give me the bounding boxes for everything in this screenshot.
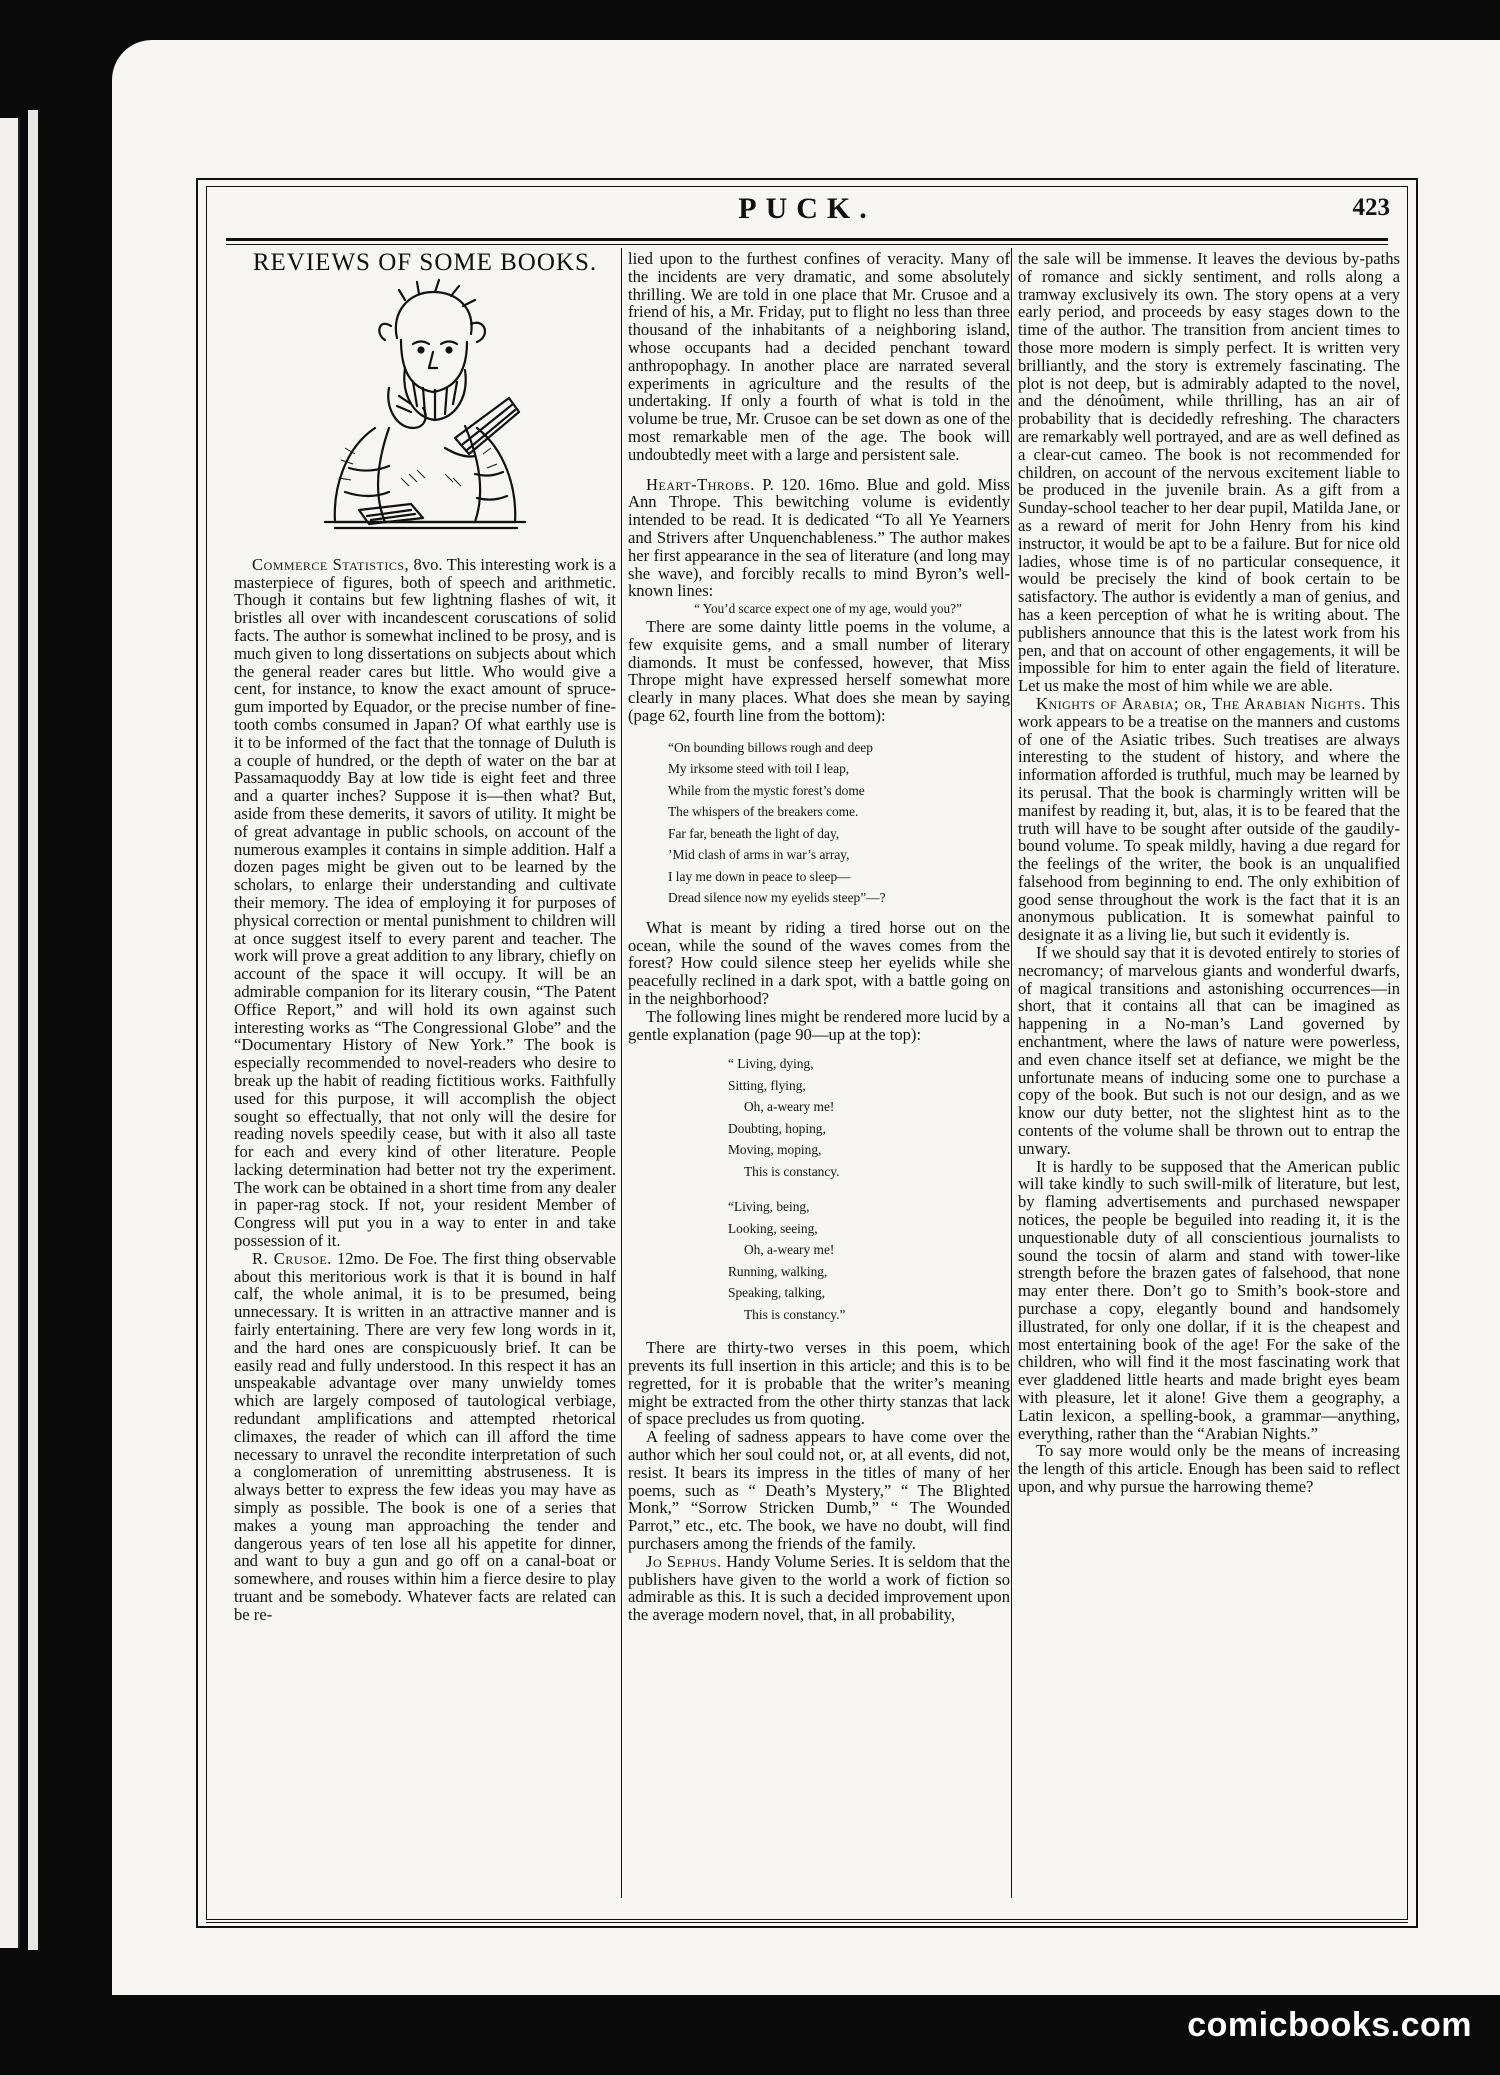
poem-line: “ Living, dying,	[728, 1056, 814, 1072]
paragraph: There are some dainty little poems in the volume, a few exquisite gems, and a small number of literary diamonds. It must be confessed, however, that Miss Thrope might have expressed herself somewhat more clearly in many places. What does she mean by saying (page 62, fourth line from the bottom):	[628, 616, 1010, 725]
column-2	[628, 250, 1010, 1624]
poem-block-2	[728, 1053, 1010, 1325]
poem-stanza	[728, 1196, 1010, 1325]
poem-line: “Living, being,	[728, 1199, 810, 1215]
review-knights-of-arabia	[1018, 695, 1400, 944]
seated-man-reading-illustration	[305, 278, 545, 538]
poem-line: Oh, a-weary me!	[744, 1242, 835, 1258]
poem-line: Dread silence now my eyelids steep”—?	[668, 890, 886, 906]
paragraph: What is meant by riding a tired horse out on the ocean, while the sound of the waves comes from the forest? How could silence steep her eyelids while she peacefully reclined in a dark spot, with a battle going on in the neighborhood?	[628, 917, 1010, 1008]
review-heading: Commerce Statistics,	[252, 554, 410, 574]
byron-quote: “ You’d scarce expect one of my age, would you?”	[694, 601, 962, 617]
paragraph: If we should say that it is devoted entirely to stories of necromancy; of marvelous giants and wonderful dwarfs, of magical transitions and astonishing occurrences—in short, that it contains all that can be imagined as happening in a No-man’s Land governed by enchantment, where the laws of nature were powerless, and even chance itself set at defiance, we might be the unfortunate means of inducing some one to purchase a copy of the book. But such is not our design, and as we know our duty better, not the slightest hint as to the contents of the volume shall be thrown out to entrap the unwary.	[1018, 943, 1400, 1158]
poem-line: Looking, seeing,	[728, 1220, 818, 1236]
watermark: comicbooks.com	[1187, 2006, 1472, 2044]
column-1	[234, 250, 616, 1624]
review-jo-sephus	[628, 1553, 1010, 1624]
review-body: 12mo. De Foe. The first thing observable about this meritorious work is that it is bound in half calf, the whole animal, it is to be presumed, being unnecessary. It is written in an attractive manner and is fairly entertaining. There are very few long words in it, and the hard ones are conspicuously brief. It can be easily read and fully understood. In this respect it has an unspeakable advantage over many unwieldy tomes which are largely composed of tautological verbiage, redundant amplifications and attempted rhetorical climaxes, the reader of which can ill afford the time necessary to unravel the recondite interpretation of such a conglomeration of unremitting abstruseness. It is always better to express the few ideas you may have as simply as possible. The book is one of a series that makes a young man approaching the tender and dangerous years of ten lose all his appetite for dinner, and want to buy a gun and go off on a canal-boat or somewhere, and rouses within him a fierce desire to play truant and be somebody. Whatever facts are related can be re-	[234, 1248, 616, 1624]
review-heading: Knights of Arabia; or, The Arabian Nights.	[1036, 693, 1366, 713]
review-heading: Jo Sephus.	[646, 1551, 722, 1571]
poem-line: “On bounding billows rough and deep	[668, 739, 873, 755]
footer-rule	[206, 1922, 1408, 1923]
column-3	[1018, 250, 1400, 1496]
poem-stanza	[728, 1053, 1010, 1182]
poem-line: The whispers of the breakers come.	[668, 804, 859, 820]
article-title: REVIEWS OF SOME BOOKS.	[252, 249, 598, 276]
column-divider-2	[1011, 248, 1012, 1898]
poem-line: Far far, beneath the light of day,	[668, 825, 840, 841]
poem-line: While from the mystic forest’s dome	[668, 782, 865, 798]
column-divider-1	[621, 248, 622, 1898]
poem-line: Doubting, hoping,	[728, 1120, 826, 1136]
poem-line: Running, walking,	[728, 1263, 828, 1279]
poem-line: Sitting, flying,	[728, 1077, 806, 1093]
review-heart-throbs	[628, 476, 1010, 601]
poem-line: Speaking, talking,	[728, 1285, 826, 1301]
poem-line: This is constancy.	[744, 1163, 840, 1179]
paragraph: It is hardly to be supposed that the American public will take kindly to such swill-milk of literature, but lest, by flaming advertisements and purchased newspaper notices, the people be beguiled into reading it, it is the unquestionable duty of all conscientious journalists to sound the tocsin of alarm and stand with tower-like strength before the brazen gates of falsehood, that none may enter there. Don’t go to Smith’s book-store and purchase a copy, elegantly bound and handsomely illustrated, for only one dollar, if it is the cheapest and most entertaining book of the age! For the sake of the children, who will find it the most fascinating work that ever gladdened little hearts and made bright eyes beam with pleasure, let it alone! Give them a geography, a Latin lexicon, a spelling-book, a grammar—anything, everything, rather than the “Arabian Nights.”	[1018, 1156, 1400, 1443]
poem-line: ’Mid clash of arms in war’s array,	[668, 847, 850, 863]
paragraph: The following lines might be rendered more lucid by a gentle explanation (page 90—up at the top):	[628, 1006, 1010, 1044]
paragraph: A feeling of sadness appears to have come over the author which her soul could not, or, at all events, did not, resist. It bears its impress in the titles of many of her poems, such as “ Death’s Mystery,” “ The Blighted Monk,” “Sorrow Stricken Dumb,” “ The Wounded Parrot,” etc., etc. The book, we have no doubt, will find purchasers among the friends of the family.	[628, 1427, 1010, 1554]
header-rule-thin	[226, 244, 1388, 245]
review-body: 8vo. This interesting work is a masterpiece of figures, both of speech and arithmetic. Though it contains but few lightning flashes of wit, it bristles all over with incandescent coruscations of solid facts. The author is somewhat inclined to be prosy, and is much given to long dissertations on subjects about which the general reader cares but little. Who would give a cent, for instance, to know the exact amount of spruce-gum imported by Equador, or the precise number of fine-tooth combs consumed in Japan? Of what earthly use is it to be informed of the fact that the tonnage of Duluth is a couple of hundred, or the depth of water on the bar at Passamaquoddy Bay at low tide is eight feet and three and a quarter inches? Suppose it is—then what? But, aside from these demerits, it savors of utility. It might be of great advantage in public schools, on account of the numerous examples it contains in simple addition. Half a dozen pages might be given out to be learned by the scholars, to enlarge their understanding and cultivate their memory. The idea of employing it for purposes of physical correction or mental punishment to children will at once suggest itself to every parent and teacher. The work will prove a great addition to any library, chiefly on account of the space it will occupy. It will be an admirable companion for its literary cousin, “The Patent Office Report,” and will hold its own against such interesting works as “The Congressional Globe” and the “Documentary History of New York.” The book is especially recommended to novel-readers who desire to break up the habit of reading fictitious works. Faithfully used for this purpose, it will accomplish the object sought so effectually, that not only will the desire for reading novels speedily cease, but with it also all taste for each and every kind of other literature. People lacking determination had better not try the experiment. The work can be obtained in a short time from any dealer in paper-rag stock. If not, your resident Member of Congress will put you in a way to enter in and take possession of it.	[234, 554, 616, 1251]
poem-line: I lay me down in peace to sleep—	[668, 868, 851, 884]
header-rule	[226, 238, 1388, 241]
poem-line: This is constancy.”	[744, 1306, 846, 1322]
binding-edge-inner	[28, 110, 38, 1950]
publication-title: PUCK.	[738, 192, 876, 225]
review-body: This work appears to be a treatise on the manners and customs of one of the Asiatic tribes. Such treatises are always interesting to the student of history, and where the information afforded is truthful, much may be learned by its perusal. That the book is charmingly written will be manifest by reading it, but, alas, it is to be feared that the truth will have to be sought after outside of the gaudily-bound volume. To speak mildly, having a due regard for the feelings of the writer, the book is an unqualified falsehood from beginning to end. The only exhibition of good sense throughout the work is the fact that it is an anonymous publication. It is somewhat painful to designate it as a living lie, but such it evidently is.	[1018, 693, 1400, 945]
paragraph: To say more would only be the means of increasing the length of this article. Enough has been said to reflect upon, and why pursue the harrowing theme?	[1018, 1441, 1400, 1496]
review-body: P. 120. 16mo. Blue and gold. Miss Ann Thrope. This bewitching volume is evidently intended to be read. It is dedicated “To all Ye Yearners and Strivers after Unquenchableness.” The author makes her first appearance in the sea of literature (and long may she wave), and forcibly recalls to mind Byron’s well-known lines:	[628, 474, 1010, 601]
binding-edge	[0, 118, 20, 1948]
review-continuation: lied upon to the furthest confines of veracity. Many of the incidents are very dramatic, and some absolutely thrilling. We are told in one place that Mr. Crusoe and a friend of his, a Mr. Friday, put to flight no less than three thousand of the inhabitants of a neighboring island, whose occupants had a decided penchant toward anthropophagy. In another place are narrated several experiments in agriculture and the results of the undertaking. If only a fourth of what is told in the volume be true, Mr. Crusoe can be set down as one of the most remarkable men of the age. The book will undoubtedly meet with a large and persistent sale.	[628, 249, 1010, 464]
review-heading: R. Crusoe.	[252, 1248, 332, 1268]
paragraph: There are thirty-two verses in this poem, which prevents its full insertion in this article; and this is to be regretted, for it is probable that the writer’s meaning might be extracted from the other thirty stanzas that lack of space precludes us from quoting.	[628, 1338, 1010, 1429]
review-body: Handy Volume Series. It is seldom that the publishers have given to the world a work of fiction so admirable as this. It is such a decided improvement upon the average modern novel, that, in all probability,	[628, 1551, 1010, 1625]
poem-line: Oh, a-weary me!	[744, 1099, 835, 1115]
poem-line: Moving, moping,	[728, 1142, 822, 1158]
review-heading: Heart-Throbs.	[646, 474, 755, 494]
masthead	[216, 190, 1398, 228]
page-number: 423	[1352, 194, 1390, 221]
poem-line: My irksome steed with toil I leap,	[668, 761, 850, 777]
review-continuation: the sale will be immense. It leaves the devious by-paths of romance and sickly sentiment, and rolls along a tramway exclusively its own. The story opens at a very early period, and proceeds by easy stages down to the time of the author. The transition from ancient times to those more modern is simply perfect. It is written very brilliantly, and the story is extremely fascinating. The plot is not deep, but is admirably adapted to the novel, and the dénoûment, while thrilling, has an air of probability that is decidedly refreshing. The characters are remarkably well portrayed, and are as well defined as a clear-cut cameo. The book is not recommended for children, on account of the nervous excitement liable to be produced in the juvenile brain. As a gift from a Sunday-school teacher to her dear pupil, Matilda Jane, or as a reward of merit for John Henry from his kind instructor, it would be apt to be a failure. But for nice old ladies, whose time is of no particular consequence, it would be precisely the kind of book certain to be satisfactory. The author is evidently a man of genius, and has a keen perception of what he is writing about. The publishers announce that this is the latest work from his pen, and that on account of other engagements, it will be impossible for him to enter again the field of literature. Let us make the most of him while we are able.	[1018, 249, 1400, 696]
review-commerce-statistics	[234, 556, 616, 1250]
review-r-crusoe	[234, 1250, 616, 1624]
poem-block-1	[668, 737, 1010, 909]
